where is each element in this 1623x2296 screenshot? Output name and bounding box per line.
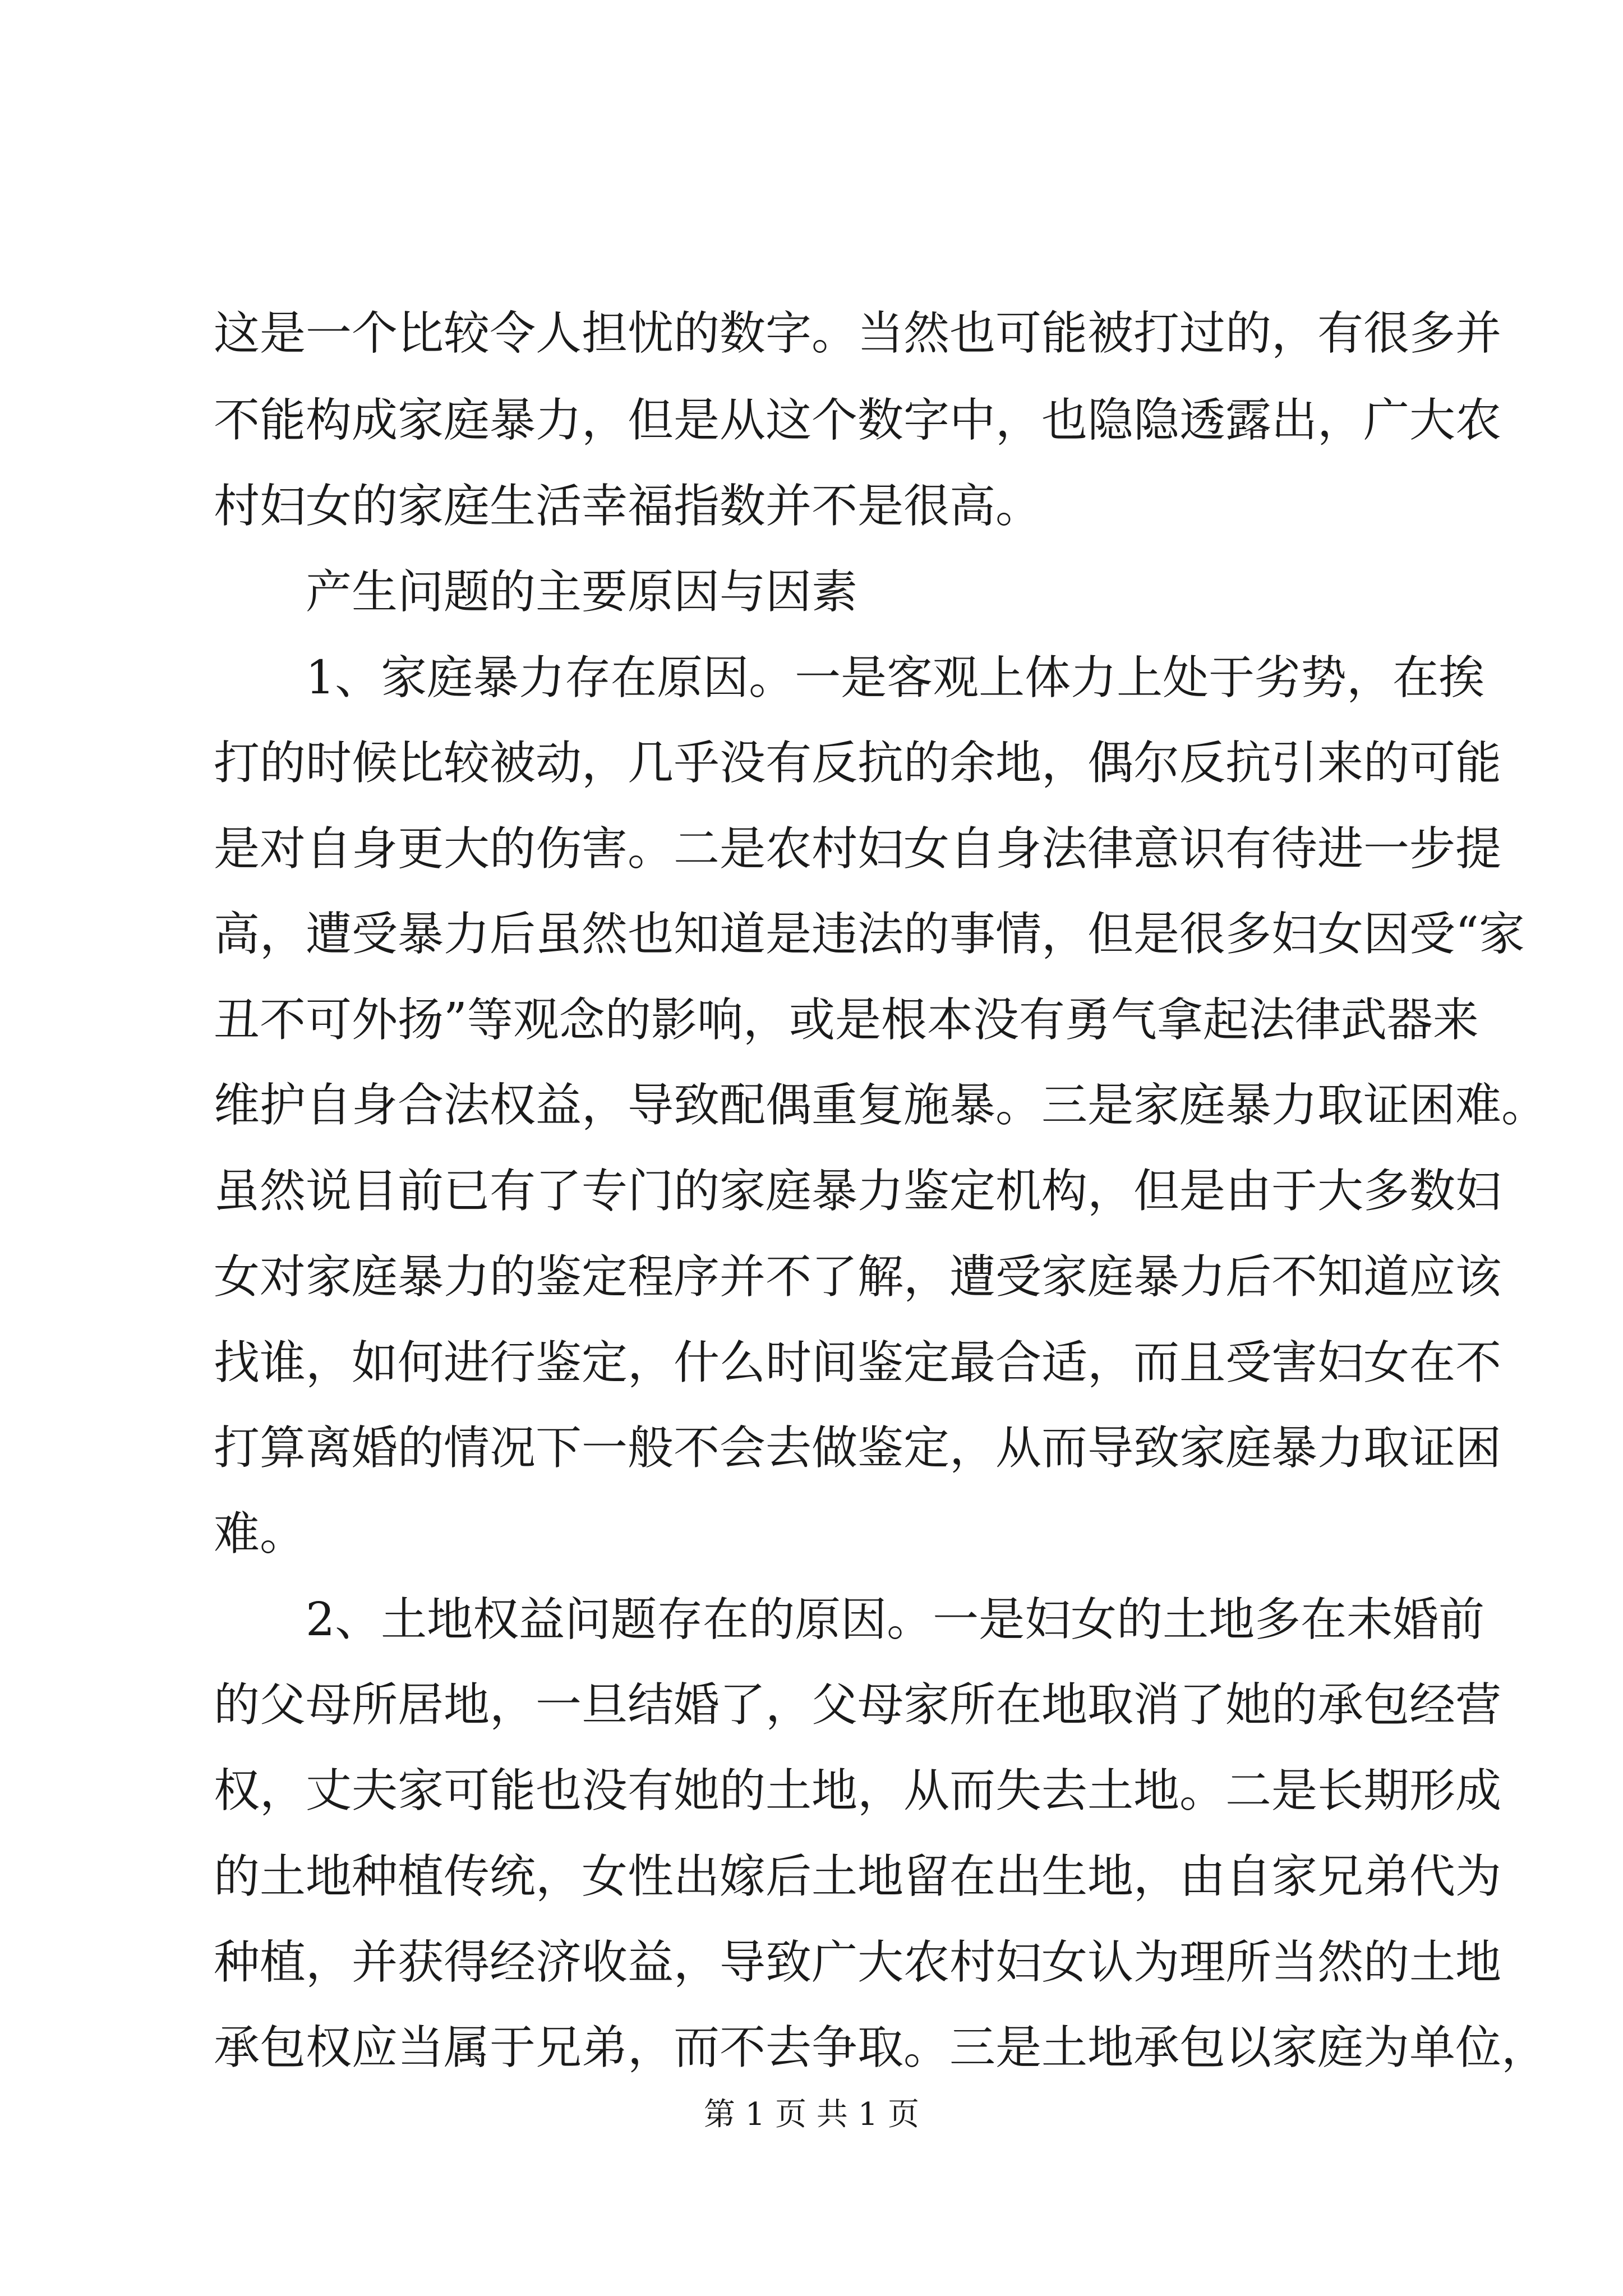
page-footer: 第 1 页 共 1 页 [703,2096,920,2133]
text-line-1: 这是一个比较令人担忧的数字。当然也可能被打过的，有很多并 [214,307,1502,360]
text-line-21: 承包权应当属于兄弟，而不去争取。三是土地承包以家庭为单位， [214,2021,1548,2074]
text-line-8: 高，遭受暴力后虽然也知道是违法的事情，但是很多妇女因受“家 [214,908,1525,961]
text-line-11: 虽然说目前已有了专门的家庭暴力鉴定机构，但是由于大多数妇 [214,1165,1502,1218]
text-line-12: 女对家庭暴力的鉴定程序并不了解，遭受家庭暴力后不知道应该 [214,1250,1502,1304]
text-line-10: 维护自身合法权益，导致配偶重复施暴。三是家庭暴力取证困难。 [214,1079,1548,1132]
text-line-5: 1、家庭暴力存在原因。一是客观上体力上处于劣势，在挨 [306,651,1485,705]
text-line-7: 是对自身更大的伤害。二是农村妇女自身法律意识有待进一步提 [214,822,1502,876]
text-line-6: 打的时候比较被动，几乎没有反抗的余地，偶尔反抗引来的可能 [214,737,1502,790]
text-line-15: 难。 [214,1507,306,1561]
text-line-16: 2、土地权益问题存在的原因。一是妇女的土地多在未婚前 [306,1593,1485,1646]
text-line-9: 丑不可外扬”等观念的影响，或是根本没有勇气拿起法律武器来 [214,993,1479,1047]
text-line-13: 找谁，如何进行鉴定，什么时间鉴定最合适，而且受害妇女在不 [214,1336,1502,1389]
text-line-19: 的土地种植传统，女性出嫁后土地留在出生地，由自家兄弟代为 [214,1850,1502,1903]
text-line-20: 种植，并获得经济收益，导致广大农村妇女认为理所当然的土地 [214,1936,1502,1989]
text-line-18: 权，丈夫家可能也没有她的土地，从而失去土地。二是长期形成 [214,1764,1502,1818]
text-line-14: 打算离婚的情况下一般不会去做鉴定，从而导致家庭暴力取证困 [214,1421,1502,1475]
text-line-3: 村妇女的家庭生活幸福指数并不是很高。 [214,480,1042,533]
text-line-17: 的父母所居地，一旦结婚了，父母家所在地取消了她的承包经营 [214,1678,1502,1732]
text-line-2: 不能构成家庭暴力，但是从这个数字中，也隐隐透露出，广大农 [214,394,1502,447]
section-heading: 产生问题的主要原因与因素 [306,565,858,619]
